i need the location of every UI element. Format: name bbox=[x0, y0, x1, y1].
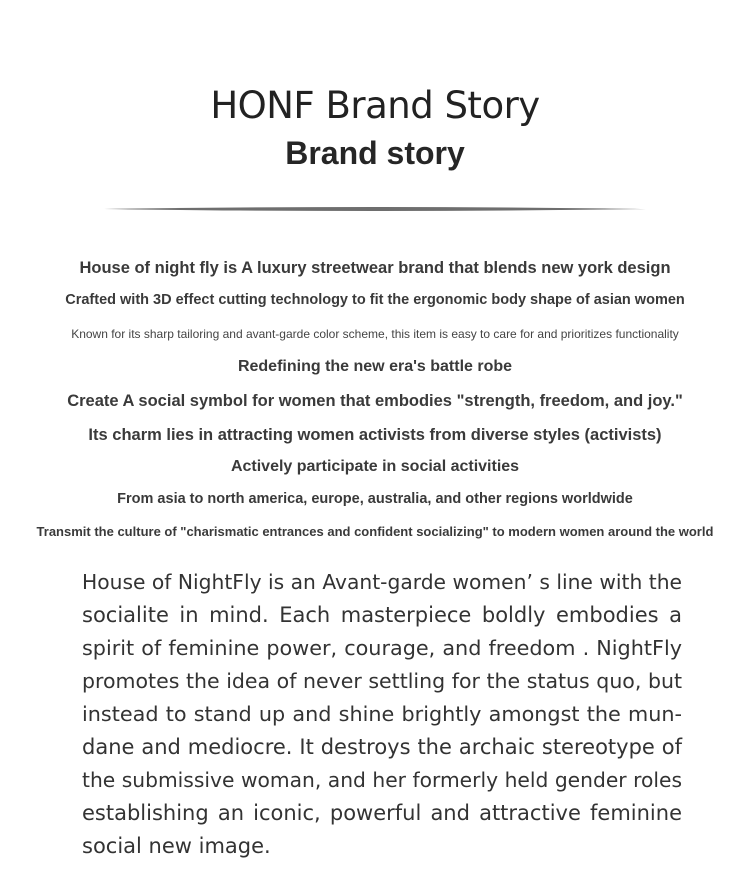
story-line: dane and mediocre. It destroys the archaic stereotype of bbox=[82, 735, 682, 759]
page-title: HONF Brand Story bbox=[210, 84, 540, 127]
intro-line: Actively participate in social activities bbox=[230, 458, 520, 475]
page-subtitle: Brand story bbox=[285, 135, 465, 171]
intro-line: Its charm lies in attracting women activists from diverse styles (activists) bbox=[88, 426, 662, 444]
story-line: House of NightFly is an Avant-garde women’ s line with the bbox=[82, 570, 682, 594]
story-line: socialite in mind. Each masterpiece boldly embodies a bbox=[82, 603, 682, 627]
title-divider bbox=[104, 206, 646, 212]
story-line: spirit of feminine power, courage, and freedom . NightFly bbox=[82, 636, 682, 660]
intro-line: From asia to north america, europe, australia, and other regions worldwide bbox=[117, 491, 633, 507]
intro-line: Redefining the new era's battle robe bbox=[237, 358, 513, 375]
intro-line: House of night fly is A luxury streetwear brand that blends new york design bbox=[79, 259, 671, 277]
story-line: the submissive woman, and her formerly held gender roles bbox=[82, 768, 682, 792]
story-line: promotes the idea of never settling for the status quo, but bbox=[82, 669, 682, 693]
story-line: social new image. bbox=[82, 834, 271, 858]
intro-line: Crafted with 3D effect cutting technology to fit the ergonomic body shape of asian women bbox=[65, 292, 685, 308]
intro-line: Known for its sharp tailoring and avant-garde color scheme, this item is easy to care for and prioritizes functionality bbox=[71, 327, 679, 341]
intro-line: Create A social symbol for women that embodies "strength, freedom, and joy." bbox=[67, 392, 683, 410]
intro-line: Transmit the culture of "charismatic entrances and confident socializing" to modern women around the world bbox=[36, 524, 714, 539]
story-line: instead to stand up and shine brightly amongst the mun- bbox=[82, 702, 682, 726]
story-paragraph bbox=[82, 566, 682, 863]
story-line: establishing an iconic, powerful and attractive feminine bbox=[82, 801, 682, 825]
